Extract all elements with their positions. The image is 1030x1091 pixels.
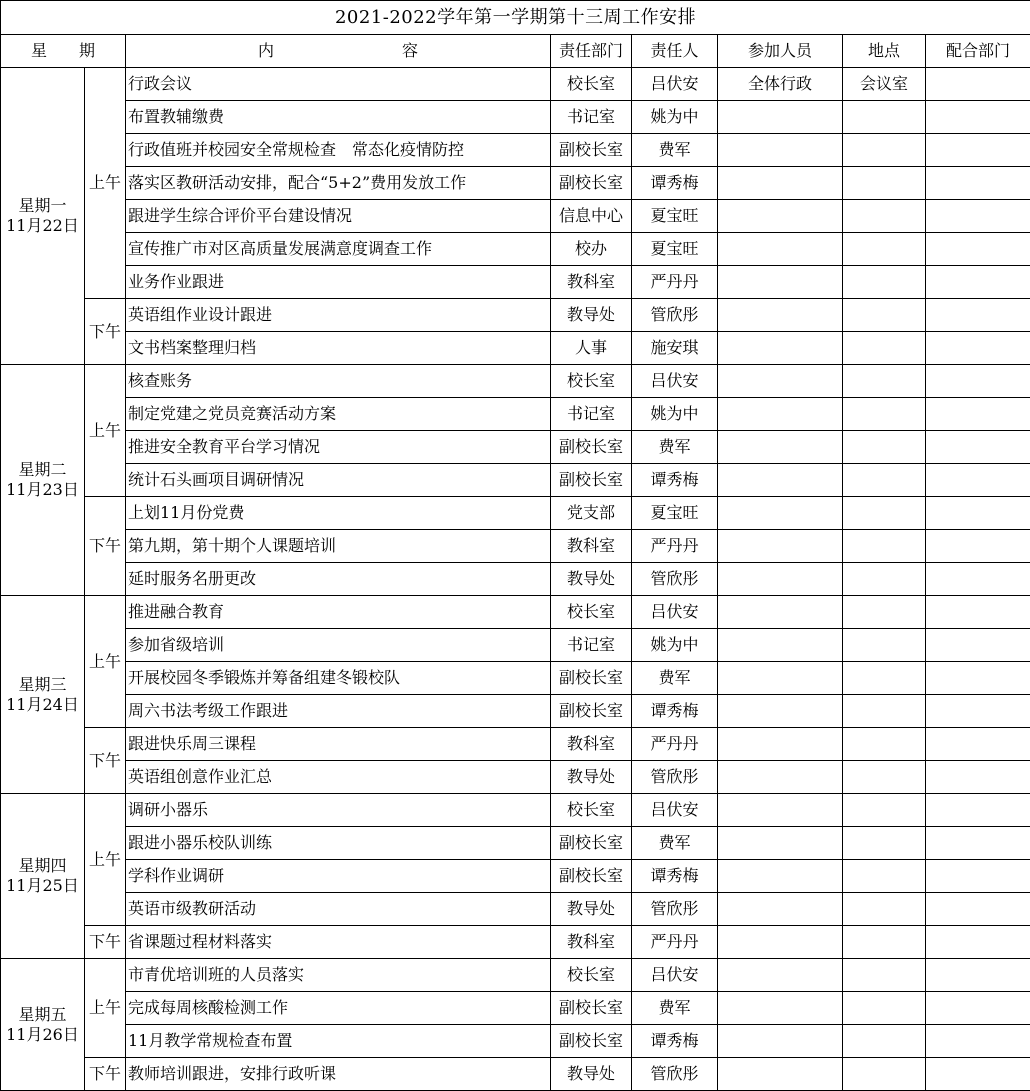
- location: [843, 167, 926, 200]
- responsible-person: 夏宝旺: [632, 497, 718, 530]
- participants: [718, 299, 843, 332]
- participants: [718, 728, 843, 761]
- location: 会议室: [843, 68, 926, 101]
- responsible-person: 姚为中: [632, 101, 718, 134]
- location: [843, 233, 926, 266]
- responsible-department: 副校长室: [551, 167, 632, 200]
- table-row: [1, 68, 1030, 101]
- table-row: [1, 761, 1030, 794]
- table-row: [1, 1058, 1030, 1091]
- responsible-department: 副校长室: [551, 1025, 632, 1058]
- task-content: 行政值班并校园安全常规检查 常态化疫情防控: [126, 134, 551, 167]
- responsible-department: 教导处: [551, 1058, 632, 1091]
- cooperating-department: [926, 497, 1030, 530]
- task-content: 11月教学常规检查布置: [126, 1025, 551, 1058]
- responsible-person: 吕伏安: [632, 68, 718, 101]
- table-row: [1, 200, 1030, 233]
- participants: [718, 464, 843, 497]
- location: [843, 794, 926, 827]
- table-row: [1, 563, 1030, 596]
- responsible-person: 姚为中: [632, 398, 718, 431]
- participants: [718, 992, 843, 1025]
- responsible-department: 副校长室: [551, 134, 632, 167]
- responsible-department: 校长室: [551, 596, 632, 629]
- cooperating-department: [926, 398, 1030, 431]
- task-content: 延时服务名册更改: [126, 563, 551, 596]
- responsible-person: 谭秀梅: [632, 464, 718, 497]
- responsible-person: 管欣彤: [632, 893, 718, 926]
- table-row: [1, 860, 1030, 893]
- weekday-name: 星期四: [1, 856, 84, 876]
- task-content: 教师培训跟进，安排行政听课: [126, 1058, 551, 1091]
- responsible-person: 严丹丹: [632, 530, 718, 563]
- location: [843, 365, 926, 398]
- participants: [718, 893, 843, 926]
- task-content: 跟进学生综合评价平台建设情况: [126, 200, 551, 233]
- participants: [718, 926, 843, 959]
- period-cell: 上午: [85, 596, 126, 728]
- period-cell: 上午: [85, 959, 126, 1058]
- task-content: 行政会议: [126, 68, 551, 101]
- responsible-department: 副校长室: [551, 431, 632, 464]
- participants: [718, 959, 843, 992]
- location: [843, 926, 926, 959]
- table-row: [1, 332, 1030, 365]
- responsible-person: 管欣彤: [632, 761, 718, 794]
- responsible-person: 吕伏安: [632, 794, 718, 827]
- responsible-person: 夏宝旺: [632, 200, 718, 233]
- weekday-date: 11月22日: [1, 216, 84, 236]
- cooperating-department: [926, 728, 1030, 761]
- table-row: [1, 233, 1030, 266]
- location: [843, 860, 926, 893]
- location: [843, 398, 926, 431]
- participants: [718, 794, 843, 827]
- cooperating-department: [926, 233, 1030, 266]
- participants: [718, 1058, 843, 1091]
- location: [843, 629, 926, 662]
- weekday-name: 星期三: [1, 675, 84, 695]
- responsible-person: 费军: [632, 431, 718, 464]
- responsible-department: 校长室: [551, 959, 632, 992]
- responsible-person: 严丹丹: [632, 728, 718, 761]
- task-content: 文书档案整理归档: [126, 332, 551, 365]
- cooperating-department: [926, 629, 1030, 662]
- responsible-person: 谭秀梅: [632, 167, 718, 200]
- location: [843, 563, 926, 596]
- table-row: [1, 893, 1030, 926]
- table-row: [1, 662, 1030, 695]
- task-content: 省课题过程材料落实: [126, 926, 551, 959]
- schedule-title: 2021-2022学年第一学期第十三周工作安排: [1, 1, 1030, 35]
- table-row: [1, 992, 1030, 1025]
- participants: 全体行政: [718, 68, 843, 101]
- cooperating-department: [926, 530, 1030, 563]
- task-content: 上划11月份党费: [126, 497, 551, 530]
- location: [843, 992, 926, 1025]
- location: [843, 266, 926, 299]
- responsible-department: 教导处: [551, 299, 632, 332]
- cooperating-department: [926, 893, 1030, 926]
- table-row: [1, 926, 1030, 959]
- weekday-name: 星期五: [1, 1005, 84, 1025]
- participants: [718, 596, 843, 629]
- cooperating-department: [926, 134, 1030, 167]
- task-content: 学科作业调研: [126, 860, 551, 893]
- responsible-department: 教科室: [551, 530, 632, 563]
- participants: [718, 101, 843, 134]
- period-cell: 下午: [85, 299, 126, 365]
- task-content: 业务作业跟进: [126, 266, 551, 299]
- cooperating-department: [926, 596, 1030, 629]
- location: [843, 464, 926, 497]
- participants: [718, 200, 843, 233]
- period-cell: 下午: [85, 728, 126, 794]
- responsible-person: 费军: [632, 827, 718, 860]
- participants: [718, 662, 843, 695]
- participants: [718, 365, 843, 398]
- period-cell: 下午: [85, 926, 126, 959]
- participants: [718, 398, 843, 431]
- responsible-person: 谭秀梅: [632, 1025, 718, 1058]
- cooperating-department: [926, 200, 1030, 233]
- location: [843, 596, 926, 629]
- table-row: [1, 134, 1030, 167]
- participants: [718, 629, 843, 662]
- responsible-person: 施安琪: [632, 332, 718, 365]
- responsible-person: 谭秀梅: [632, 695, 718, 728]
- responsible-person: 吕伏安: [632, 959, 718, 992]
- cooperating-department: [926, 860, 1030, 893]
- responsible-department: 教科室: [551, 728, 632, 761]
- cooperating-department: [926, 332, 1030, 365]
- weekday-date: 11月23日: [1, 480, 84, 500]
- period-cell: 上午: [85, 794, 126, 926]
- weekday-name: 星期一: [1, 196, 84, 216]
- weekday-date: 11月24日: [1, 695, 84, 715]
- weekday-cell: [1, 596, 85, 794]
- location: [843, 662, 926, 695]
- cooperating-department: [926, 464, 1030, 497]
- responsible-department: 副校长室: [551, 827, 632, 860]
- table-row: [1, 794, 1030, 827]
- header-content: 内 容: [126, 35, 551, 68]
- header-department: 责任部门: [551, 35, 632, 68]
- task-content: 推进安全教育平台学习情况: [126, 431, 551, 464]
- table-row: [1, 365, 1030, 398]
- responsible-person: 谭秀梅: [632, 860, 718, 893]
- task-content: 宣传推广市对区高质量发展满意度调查工作: [126, 233, 551, 266]
- cooperating-department: [926, 992, 1030, 1025]
- table-row: [1, 497, 1030, 530]
- location: [843, 200, 926, 233]
- period-cell: 下午: [85, 1058, 126, 1091]
- location: [843, 1058, 926, 1091]
- period-cell: 上午: [85, 365, 126, 497]
- responsible-department: 副校长室: [551, 695, 632, 728]
- cooperating-department: [926, 1058, 1030, 1091]
- responsible-department: 书记室: [551, 629, 632, 662]
- location: [843, 959, 926, 992]
- location: [843, 761, 926, 794]
- cooperating-department: [926, 662, 1030, 695]
- location: [843, 134, 926, 167]
- participants: [718, 761, 843, 794]
- participants: [718, 827, 843, 860]
- participants: [718, 497, 843, 530]
- task-content: 周六书法考级工作跟进: [126, 695, 551, 728]
- weekday-date: 11月26日: [1, 1025, 84, 1045]
- table-row: [1, 1025, 1030, 1058]
- cooperating-department: [926, 959, 1030, 992]
- task-content: 制定党建之党员竞赛活动方案: [126, 398, 551, 431]
- header-weekday: 星 期: [1, 35, 126, 68]
- weekday-date: 11月25日: [1, 876, 84, 896]
- weekday-cell: [1, 794, 85, 959]
- participants: [718, 266, 843, 299]
- location: [843, 530, 926, 563]
- location: [843, 728, 926, 761]
- table-row: [1, 530, 1030, 563]
- task-content: 英语市级教研活动: [126, 893, 551, 926]
- responsible-person: 管欣彤: [632, 299, 718, 332]
- table-row: [1, 695, 1030, 728]
- table-row: [1, 596, 1030, 629]
- cooperating-department: [926, 431, 1030, 464]
- location: [843, 431, 926, 464]
- cooperating-department: [926, 794, 1030, 827]
- responsible-person: 管欣彤: [632, 563, 718, 596]
- header-person: 责任人: [632, 35, 718, 68]
- cooperating-department: [926, 101, 1030, 134]
- header-cooperating: 配合部门: [926, 35, 1030, 68]
- location: [843, 827, 926, 860]
- weekday-name: 星期二: [1, 460, 84, 480]
- task-content: 开展校园冬季锻炼并筹备组建冬锻校队: [126, 662, 551, 695]
- participants: [718, 134, 843, 167]
- task-content: 调研小器乐: [126, 794, 551, 827]
- cooperating-department: [926, 167, 1030, 200]
- task-content: 英语组作业设计跟进: [126, 299, 551, 332]
- participants: [718, 695, 843, 728]
- period-cell: 上午: [85, 68, 126, 299]
- responsible-department: 副校长室: [551, 992, 632, 1025]
- location: [843, 101, 926, 134]
- weekday-cell: [1, 365, 85, 596]
- location: [843, 497, 926, 530]
- responsible-department: 书记室: [551, 101, 632, 134]
- responsible-department: 信息中心: [551, 200, 632, 233]
- task-content: 第九期，第十期个人课题培训: [126, 530, 551, 563]
- header-location: 地点: [843, 35, 926, 68]
- participants: [718, 860, 843, 893]
- responsible-department: 副校长室: [551, 860, 632, 893]
- responsible-department: 教导处: [551, 761, 632, 794]
- participants: [718, 1025, 843, 1058]
- responsible-person: 严丹丹: [632, 266, 718, 299]
- cooperating-department: [926, 365, 1030, 398]
- participants: [718, 332, 843, 365]
- responsible-person: 费军: [632, 134, 718, 167]
- cooperating-department: [926, 563, 1030, 596]
- table-row: [1, 167, 1030, 200]
- responsible-department: 校长室: [551, 365, 632, 398]
- responsible-person: 姚为中: [632, 629, 718, 662]
- table-row: [1, 959, 1030, 992]
- responsible-department: 教科室: [551, 266, 632, 299]
- responsible-department: 书记室: [551, 398, 632, 431]
- period-cell: 下午: [85, 497, 126, 596]
- location: [843, 1025, 926, 1058]
- table-row: [1, 299, 1030, 332]
- cooperating-department: [926, 926, 1030, 959]
- task-content: 市青优培训班的人员落实: [126, 959, 551, 992]
- responsible-department: 校办: [551, 233, 632, 266]
- table-row: [1, 266, 1030, 299]
- table-row: [1, 464, 1030, 497]
- task-content: 完成每周核酸检测工作: [126, 992, 551, 1025]
- responsible-person: 费军: [632, 662, 718, 695]
- responsible-department: 党支部: [551, 497, 632, 530]
- task-content: 推进融合教育: [126, 596, 551, 629]
- location: [843, 299, 926, 332]
- responsible-department: 副校长室: [551, 662, 632, 695]
- location: [843, 332, 926, 365]
- responsible-person: 费军: [632, 992, 718, 1025]
- task-content: 跟进快乐周三课程: [126, 728, 551, 761]
- responsible-department: 副校长室: [551, 464, 632, 497]
- responsible-person: 吕伏安: [632, 596, 718, 629]
- weekday-cell: [1, 68, 85, 365]
- header-participants: 参加人员: [718, 35, 843, 68]
- cooperating-department: [926, 761, 1030, 794]
- cooperating-department: [926, 68, 1030, 101]
- location: [843, 893, 926, 926]
- responsible-department: 校长室: [551, 794, 632, 827]
- table-row: [1, 629, 1030, 662]
- cooperating-department: [926, 827, 1030, 860]
- responsible-department: 校长室: [551, 68, 632, 101]
- responsible-person: 夏宝旺: [632, 233, 718, 266]
- task-content: 统计石头画项目调研情况: [126, 464, 551, 497]
- table-row: [1, 101, 1030, 134]
- responsible-department: 教导处: [551, 563, 632, 596]
- task-content: 布置教辅缴费: [126, 101, 551, 134]
- task-content: 英语组创意作业汇总: [126, 761, 551, 794]
- participants: [718, 167, 843, 200]
- responsible-department: 教导处: [551, 893, 632, 926]
- table-row: [1, 728, 1030, 761]
- weekday-cell: [1, 959, 85, 1091]
- task-content: 落实区教研活动安排，配合“5+2”费用发放工作: [126, 167, 551, 200]
- responsible-department: 人事: [551, 332, 632, 365]
- table-row: [1, 398, 1030, 431]
- location: [843, 695, 926, 728]
- task-content: 参加省级培训: [126, 629, 551, 662]
- participants: [718, 530, 843, 563]
- responsible-department: 教科室: [551, 926, 632, 959]
- responsible-person: 严丹丹: [632, 926, 718, 959]
- task-content: 跟进小器乐校队训练: [126, 827, 551, 860]
- task-content: 核查账务: [126, 365, 551, 398]
- cooperating-department: [926, 1025, 1030, 1058]
- responsible-person: 管欣彤: [632, 1058, 718, 1091]
- participants: [718, 233, 843, 266]
- cooperating-department: [926, 695, 1030, 728]
- cooperating-department: [926, 299, 1030, 332]
- cooperating-department: [926, 266, 1030, 299]
- responsible-person: 吕伏安: [632, 365, 718, 398]
- participants: [718, 431, 843, 464]
- table-row: [1, 827, 1030, 860]
- table-row: [1, 431, 1030, 464]
- participants: [718, 563, 843, 596]
